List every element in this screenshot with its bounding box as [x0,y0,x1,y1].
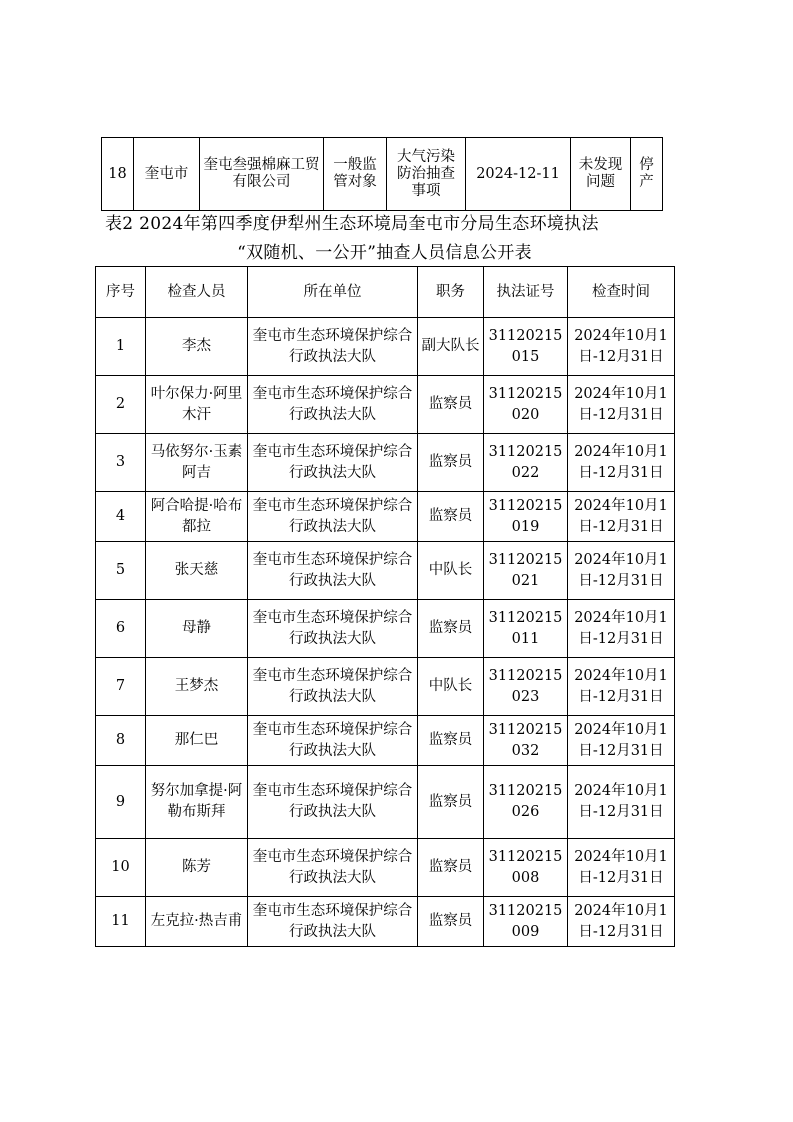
cert-number: 31120215011 [484,600,568,658]
cert-number: 31120215019 [484,492,568,542]
cert-number: 31120215032 [484,716,568,766]
position-cell: 中队长 [418,658,484,716]
table-row [102,138,663,211]
row-number: 5 [96,542,146,600]
position-cell: 监察员 [418,492,484,542]
header-inspector: 检查人员 [146,267,248,318]
date-cell: 2024-12-11 [466,138,571,211]
unit-cell: 奎屯市生态环境保护综合行政执法大队 [248,766,418,839]
row-number: 8 [96,716,146,766]
cert-number: 31120215009 [484,897,568,947]
table-row [96,839,675,897]
table-row [96,658,675,716]
position-cell: 监察员 [418,766,484,839]
inspection-time: 2024年10月1日-12月31日 [568,716,675,766]
inspection-time: 2024年10月1日-12月31日 [568,897,675,947]
cert-number: 31120215023 [484,658,568,716]
unit-cell: 奎屯市生态环境保护综合行政执法大队 [248,716,418,766]
table-header-row [96,267,675,318]
company-cell: 奎屯叁强棉麻工贸有限公司 [200,138,324,211]
row-number: 9 [96,766,146,839]
header-no: 序号 [96,267,146,318]
inspector-name: 母静 [146,600,248,658]
matter-cell: 大气污染防治抽查事项 [387,138,466,211]
row-number: 2 [96,376,146,434]
position-cell: 监察员 [418,716,484,766]
inspector-name: 陈芳 [146,839,248,897]
position-cell: 监察员 [418,897,484,947]
inspector-name: 左克拉·热吉甫 [146,897,248,947]
table-row [96,492,675,542]
row-number: 7 [96,658,146,716]
inspector-name: 阿合哈提·哈布都拉 [146,492,248,542]
table-row [96,434,675,492]
inspection-time: 2024年10月1日-12月31日 [568,318,675,376]
row-number: 11 [96,897,146,947]
inspector-name: 努尔加拿提·阿勒布斯拜 [146,766,248,839]
unit-cell: 奎屯市生态环境保护综合行政执法大队 [248,434,418,492]
unit-cell: 奎屯市生态环境保护综合行政执法大队 [248,839,418,897]
table-row [96,376,675,434]
header-cert: 执法证号 [484,267,568,318]
table1-continuation [101,137,663,211]
table-row [96,318,675,376]
inspector-name: 王梦杰 [146,658,248,716]
position-cell: 监察员 [418,600,484,658]
inspection-time: 2024年10月1日-12月31日 [568,542,675,600]
table-row [96,897,675,947]
object-type-cell: 一般监管对象 [324,138,387,211]
inspector-name: 李杰 [146,318,248,376]
problem-cell: 未发现问题 [571,138,631,211]
status-cell: 停产 [631,138,663,211]
cert-number: 31120215015 [484,318,568,376]
position-cell: 副大队长 [418,318,484,376]
cert-number: 31120215008 [484,839,568,897]
position-cell: 监察员 [418,434,484,492]
unit-cell: 奎屯市生态环境保护综合行政执法大队 [248,542,418,600]
row-number: 3 [96,434,146,492]
inspector-name: 那仁巴 [146,716,248,766]
inspection-time: 2024年10月1日-12月31日 [568,492,675,542]
unit-cell: 奎屯市生态环境保护综合行政执法大队 [248,492,418,542]
unit-cell: 奎屯市生态环境保护综合行政执法大队 [248,318,418,376]
row-number: 10 [96,839,146,897]
cert-number: 31120215021 [484,542,568,600]
inspection-time: 2024年10月1日-12月31日 [568,766,675,839]
cert-number: 31120215020 [484,376,568,434]
inspection-time: 2024年10月1日-12月31日 [568,839,675,897]
unit-cell: 奎屯市生态环境保护综合行政执法大队 [248,376,418,434]
city-cell: 奎屯市 [134,138,200,211]
header-time: 检查时间 [568,267,675,318]
cert-number: 31120215022 [484,434,568,492]
inspection-time: 2024年10月1日-12月31日 [568,376,675,434]
position-cell: 中队长 [418,542,484,600]
inspector-name: 张天慈 [146,542,248,600]
table-row [96,716,675,766]
header-unit: 所在单位 [248,267,418,318]
table-row [96,542,675,600]
inspector-name: 叶尔保力·阿里木汗 [146,376,248,434]
row-number: 6 [96,600,146,658]
inspection-time: 2024年10月1日-12月31日 [568,434,675,492]
table2-title-line1: 表2 2024年第四季度伊犁州生态环境局奎屯市分局生态环境执法 [105,214,599,234]
header-position: 职务 [418,267,484,318]
table-row [96,600,675,658]
inspection-time: 2024年10月1日-12月31日 [568,658,675,716]
inspector-name: 马依努尔·玉素阿吉 [146,434,248,492]
unit-cell: 奎屯市生态环境保护综合行政执法大队 [248,658,418,716]
cert-number: 31120215026 [484,766,568,839]
inspectors-table [95,266,675,947]
row-number: 4 [96,492,146,542]
row-number: 1 [96,318,146,376]
row-number: 18 [102,138,134,211]
unit-cell: 奎屯市生态环境保护综合行政执法大队 [248,897,418,947]
table2-title-line2: “双随机、一公开”抽查人员信息公开表 [237,243,532,263]
inspection-time: 2024年10月1日-12月31日 [568,600,675,658]
position-cell: 监察员 [418,376,484,434]
position-cell: 监察员 [418,839,484,897]
table-row [96,766,675,839]
unit-cell: 奎屯市生态环境保护综合行政执法大队 [248,600,418,658]
